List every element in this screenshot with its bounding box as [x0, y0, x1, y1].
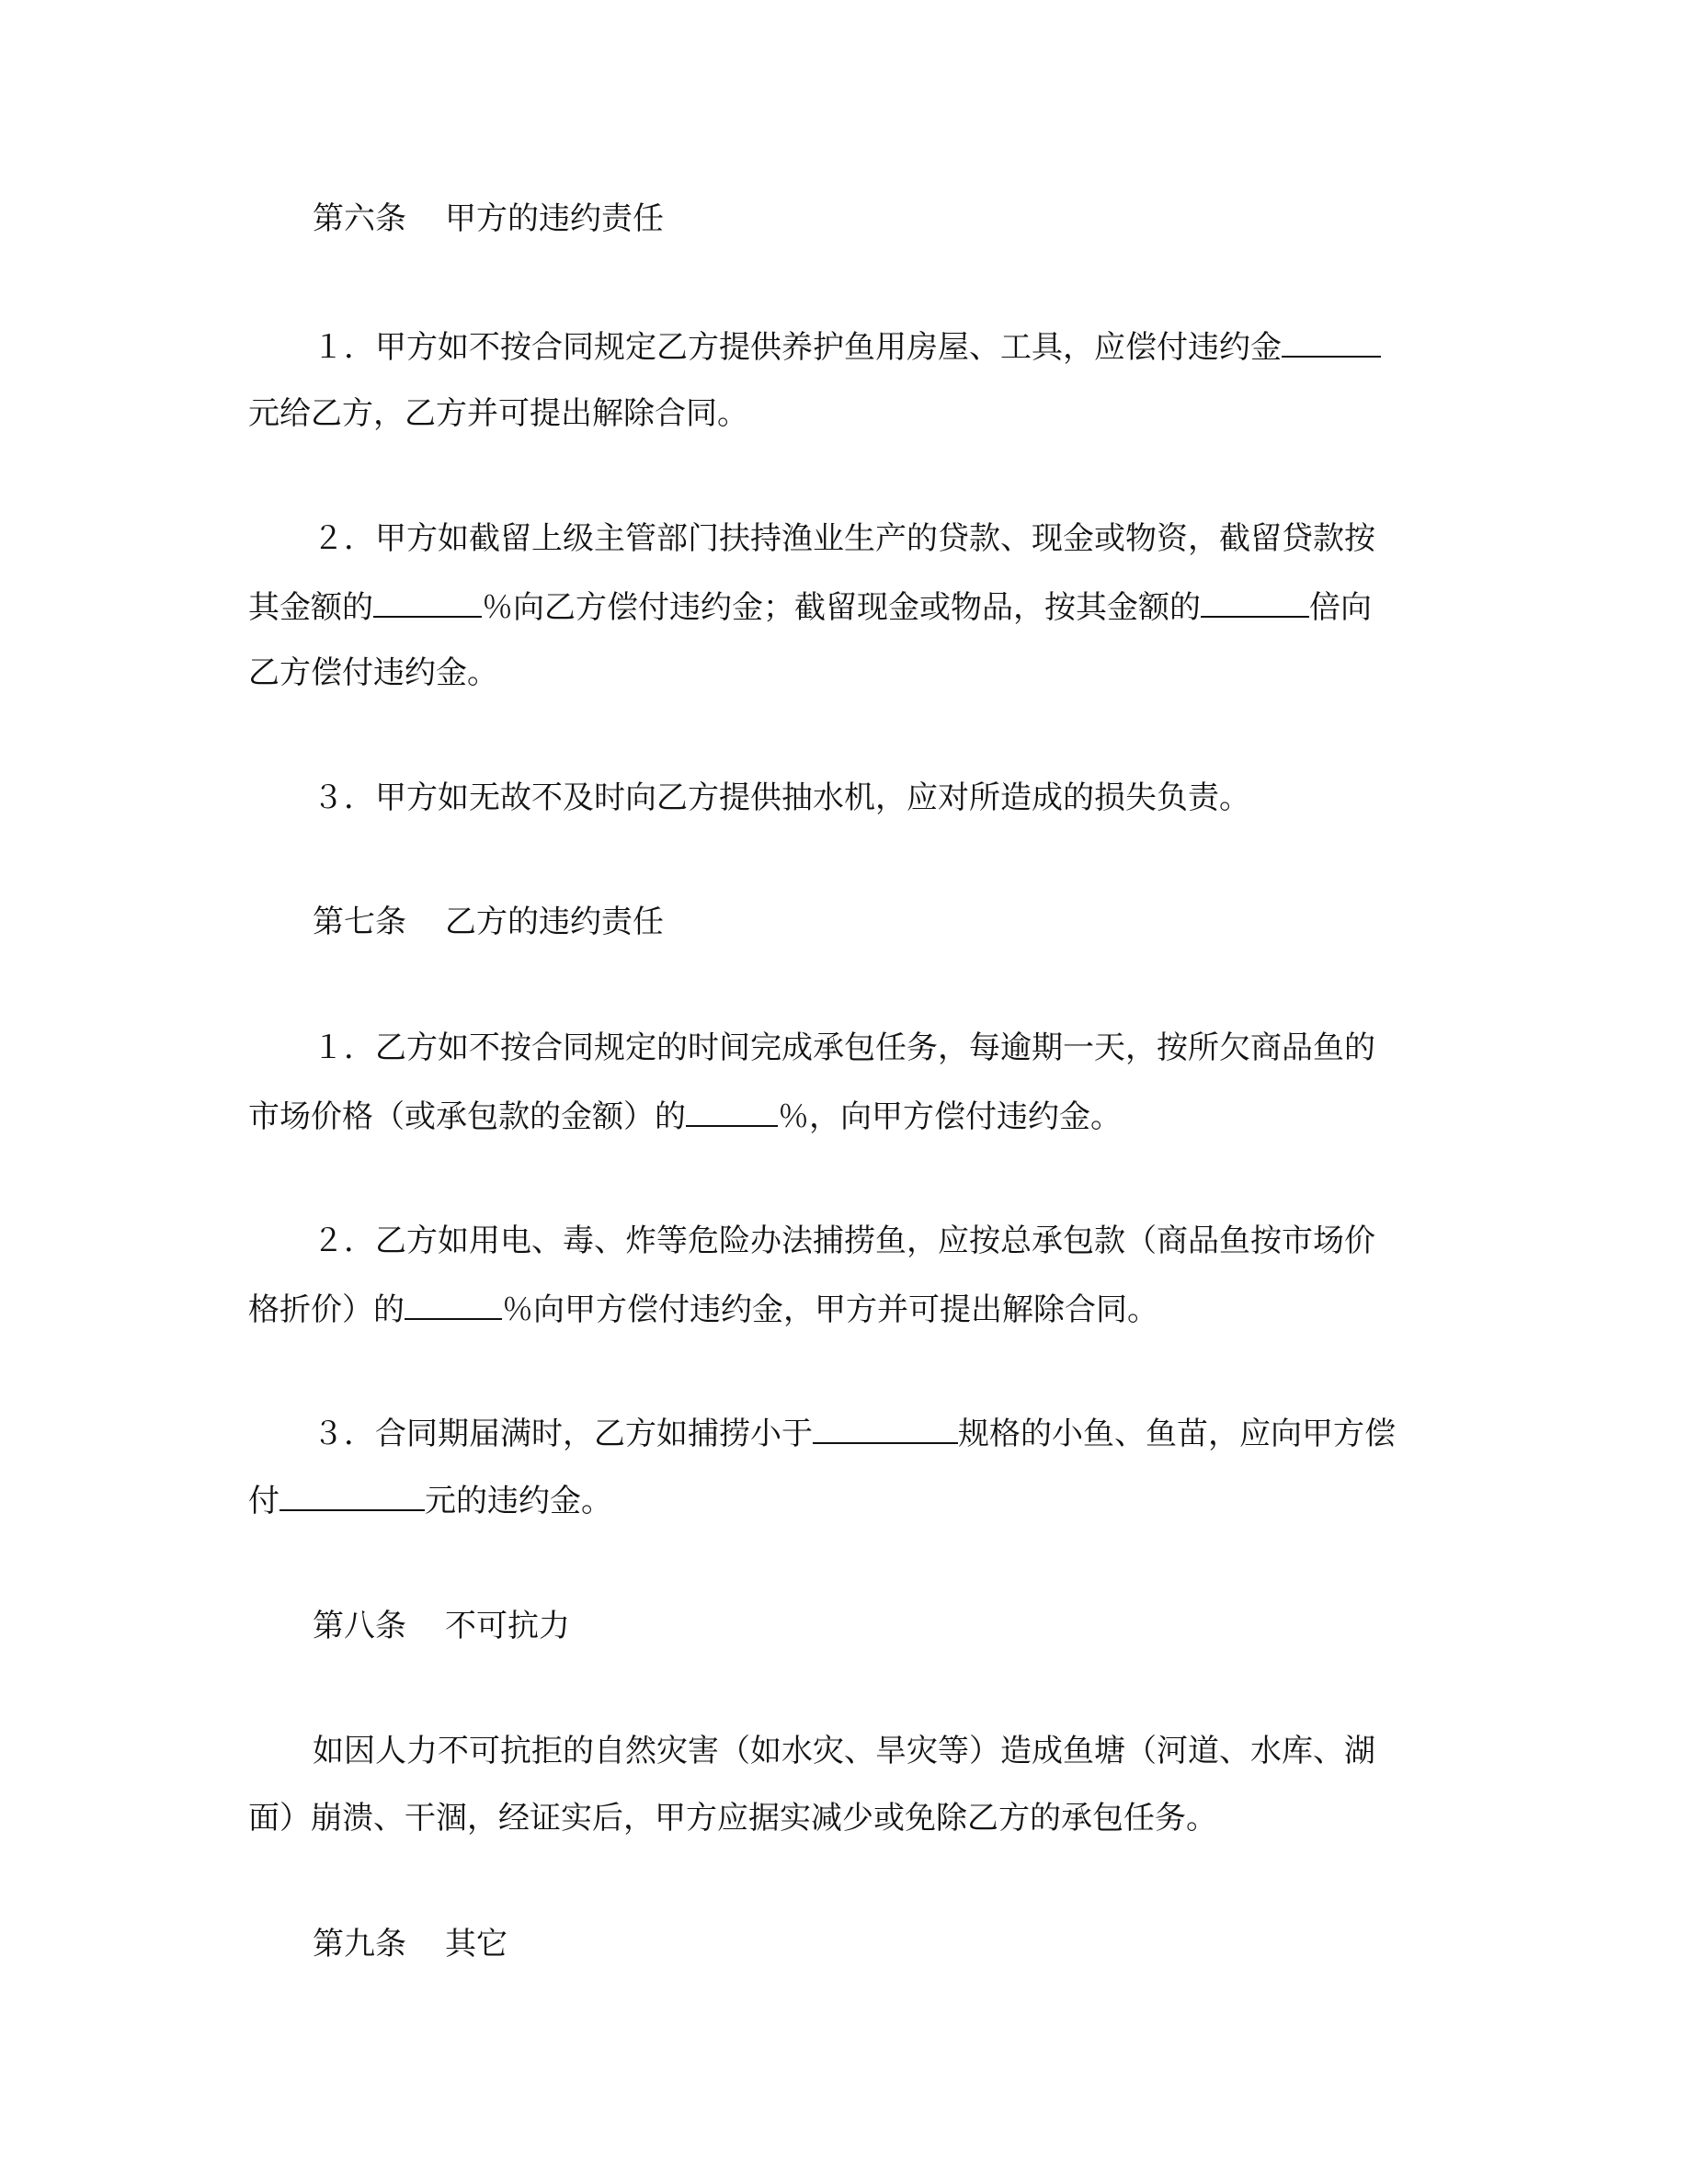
blank-fill-field — [1201, 588, 1309, 618]
article-7-item-3-line-1 — [0, 1415, 1688, 1452]
article-7-item-2-text-2b: ％向甲方偿付违约金，甲方并可提出解除合同。 — [502, 1291, 1158, 1328]
article-7-item-2-line-2 — [0, 1291, 1688, 1328]
article-7-item-3-line-2 — [0, 1482, 1688, 1519]
article-7-item-1-line-2 — [0, 1098, 1688, 1135]
article-7-item-3-text-1a: ３．合同期届满时，乙方如捕捞小于 — [313, 1416, 813, 1452]
article-7-item-3-text-2b: 元的违约金。 — [425, 1483, 612, 1519]
article-6-heading — [0, 200, 1688, 237]
article-7-item-1-line-1 — [0, 1029, 1688, 1066]
article-7-item-2-line-1 — [0, 1223, 1688, 1259]
article-6-title: 甲方的违约责任 — [445, 200, 664, 237]
article-6-item-2-line-3 — [0, 654, 1688, 691]
article-6-number: 第六条 — [313, 200, 406, 237]
article-7-item-2-text: ２．乙方如用电、毒、炸等危险办法捕捞鱼，应按总承包款（商品鱼按市场价 — [313, 1223, 1375, 1259]
article-6-item-2-text-3: 乙方偿付违约金。 — [248, 654, 498, 691]
blank-fill-field — [373, 588, 482, 618]
article-7-item-1-text: １．乙方如不按合同规定的时间完成承包任务，每逾期一天，按所欠商品鱼的 — [313, 1029, 1375, 1066]
article-9-title: 其它 — [445, 1926, 508, 1962]
article-6-item-2-line-2 — [0, 588, 1688, 626]
article-6-item-2-text-2a: 其金额的 — [248, 589, 373, 626]
article-8-body-text-1: 如因人力不可抗拒的自然灾害（如水灾、旱灾等）造成鱼塘（河道、水库、湖 — [313, 1733, 1375, 1769]
article-7-item-1-text-2a: 市场价格（或承包款的金额）的 — [248, 1098, 686, 1135]
article-7-item-1-text-2b: ％，向甲方偿付违约金。 — [778, 1098, 1122, 1135]
blank-fill-field — [1282, 328, 1381, 358]
article-7-item-3-text-1b: 规格的小鱼、鱼苗，应向甲方偿 — [958, 1416, 1396, 1452]
article-7-number: 第七条 — [313, 904, 406, 940]
blank-fill-field — [279, 1482, 425, 1511]
article-6-item-1-line-1 — [0, 328, 1688, 366]
blank-fill-field — [813, 1415, 958, 1444]
article-8-body-line-2 — [0, 1800, 1688, 1837]
article-8-body-line-1 — [0, 1733, 1688, 1769]
article-6-item-3-text: ３．甲方如无故不及时向乙方提供抽水机，应对所造成的损失负责。 — [313, 779, 1250, 816]
article-9-number: 第九条 — [313, 1926, 406, 1962]
article-7-heading — [0, 904, 1688, 940]
article-8-title: 不可抗力 — [445, 1608, 570, 1644]
article-9-heading — [0, 1926, 1688, 1962]
article-6-item-1-text: １．甲方如不按合同规定乙方提供养护鱼用房屋、工具，应偿付违约金 — [313, 329, 1282, 366]
article-6-item-2-text-2b: ％向乙方偿付违约金；截留现金或物品，按其金额的 — [482, 589, 1201, 626]
article-8-heading — [0, 1608, 1688, 1644]
article-6-item-3-line-1 — [0, 779, 1688, 816]
article-6-item-1-text-2: 元给乙方，乙方并可提出解除合同。 — [248, 395, 748, 432]
article-6-item-1-line-2 — [0, 395, 1688, 432]
article-6-item-2-text-2c: 倍向 — [1309, 589, 1372, 626]
article-8-number: 第八条 — [313, 1608, 406, 1644]
article-6-item-2-line-1 — [0, 520, 1688, 557]
article-8-body-text-2: 面）崩溃、干涸，经证实后，甲方应据实减少或免除乙方的承包任务。 — [248, 1800, 1217, 1837]
blank-fill-field — [405, 1291, 502, 1320]
article-7-item-2-text-2a: 格折价）的 — [248, 1291, 405, 1328]
blank-fill-field — [686, 1098, 778, 1127]
article-6-item-2-text: ２．甲方如截留上级主管部门扶持渔业生产的贷款、现金或物资，截留贷款按 — [313, 520, 1375, 557]
article-7-item-3-text-2a: 付 — [248, 1483, 279, 1519]
article-7-title: 乙方的违约责任 — [445, 904, 664, 940]
